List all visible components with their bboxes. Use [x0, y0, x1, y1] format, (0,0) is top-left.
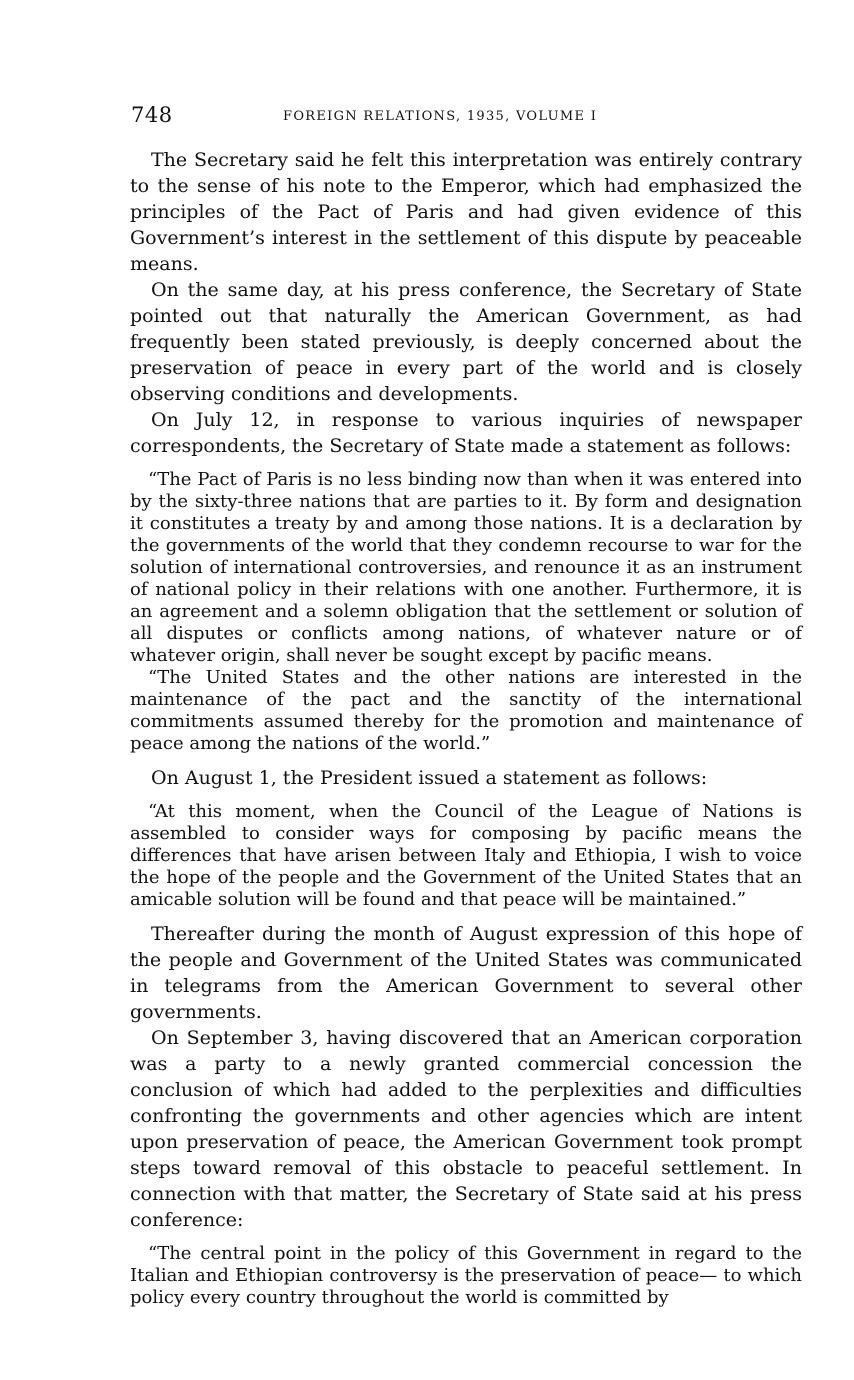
quote-block-september-3 — [130, 1243, 802, 1309]
page-number: 748 — [131, 103, 173, 127]
paragraph-july-12: On July 12, in response to various inquiries of newspaper correspondents, the Secretary of State made a statement as follows: — [130, 409, 802, 457]
page-header — [131, 103, 803, 131]
paragraph-secretary-interpretation: The Secretary said he felt this interpretation was entirely contrary to the sense of his note to the Emperor, which had emphasized the principles of the Pact of Paris and had given evidence of this Government’s interest in the settlement of this dispute by peaceable means. — [130, 149, 802, 275]
running-head: FOREIGN RELATIONS, 1935, VOLUME I — [283, 109, 598, 124]
quote-pact-of-paris: “The Pact of Paris is no less binding now than when it was entered into by the sixty-three nations that are parties to it. By form and designation it constitutes a treaty by and among those nations. It is a declaration by the governments of the world that they condemn recourse to war for the solution of international controversies, and renounce it as an instrument of national policy in their relations with one another. Furthermore, it is an agreement and a solemn obligation that the settlement or solution of all disputes or conflicts among nations, of whatever nature or of whatever origin, shall never be sought except by pacific means. — [130, 469, 802, 666]
paragraph-august-telegrams: Thereafter during the month of August expression of this hope of the people and Government of the United States was communicated in telegrams from the American Government to several other governments. — [130, 923, 802, 1023]
quote-central-point: “The central point in the policy of this Government in regard to the Italian and Ethiopian controversy is the preservation of peace— to which policy every country throughout the world is committed by — [130, 1243, 802, 1308]
quote-block-august-1 — [130, 801, 802, 911]
quote-president-statement: “At this moment, when the Council of the League of Nations is assembled to consider ways for composing by pacific means the differences that have arisen between Italy and Ethiopia, I wish to voice the hope of the people and the Government of the United States that an amicable solution will be found and that peace will be maintained.” — [130, 801, 802, 910]
body-text — [130, 147, 802, 1319]
quote-block-july-12 — [130, 469, 802, 755]
paragraph-september-3: On September 3, having discovered that an American corporation was a party to a newly granted commercial concession the conclusion of which had added to the perplexities and difficulties confronting the governments and other agencies which are intent upon preservation of peace, the American Government took prompt steps toward removal of this obstacle to peaceful settlement. In connection with that matter, the Secretary of State said at his press conference: — [130, 1027, 802, 1231]
paragraph-august-1: On August 1, the President issued a statement as follows: — [151, 767, 708, 789]
quote-united-states-interest: “The United States and the other nations are interested in the maintenance of the pact and the sanctity of the international commitments assumed thereby for the promotion and maintenance of peace among the nations of the world.” — [130, 667, 802, 754]
paragraph-press-conference: On the same day, at his press conference, the Secretary of State pointed out that naturally the American Government, as had frequently been stated previously, is deeply concerned about the preservation of peace in every part of the world and is closely observing conditions and developments. — [130, 279, 802, 405]
